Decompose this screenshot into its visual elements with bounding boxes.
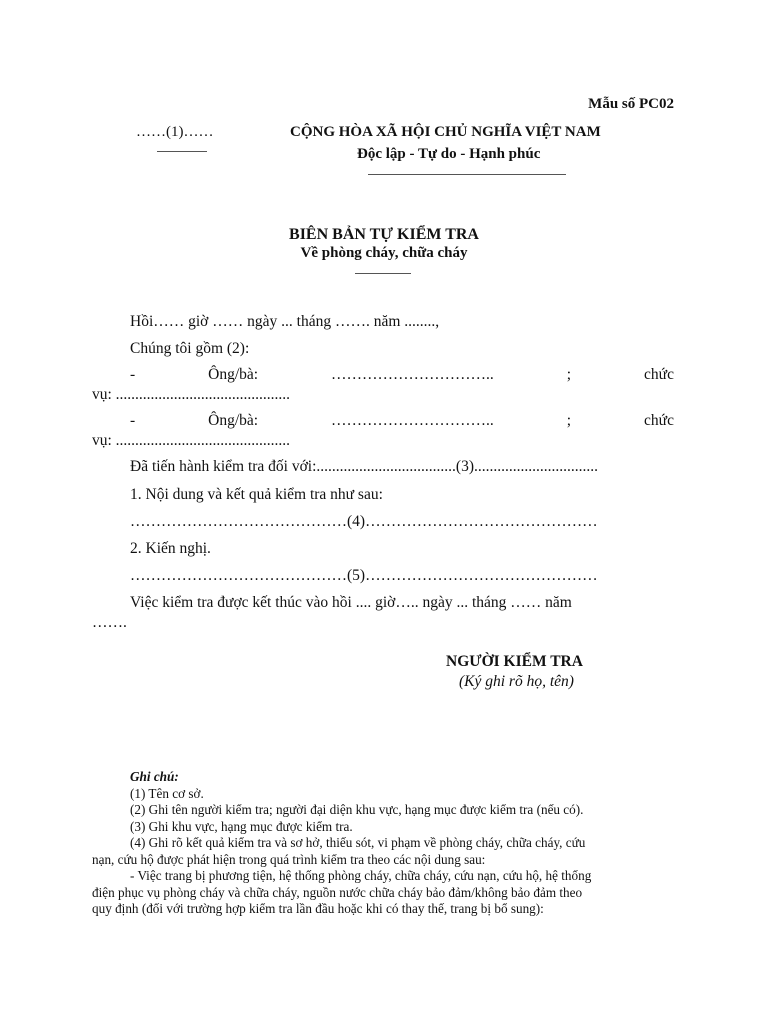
- national-title: CỘNG HÒA XÃ HỘI CHỦ NGHĨA VIỆT NAM: [290, 124, 601, 140]
- section-2-fill: ……………………………………(5)………………………………………: [130, 567, 598, 584]
- document-title: BIÊN BẢN TỰ KIỂM TRA: [289, 226, 479, 243]
- note-1: (1) Tên cơ sở.: [130, 785, 204, 801]
- member-semicolon: ;: [566, 366, 572, 383]
- member-label: Ông/bà:: [208, 366, 259, 383]
- note-4-line-1: (4) Ghi rõ kết quả kiểm tra và sơ hở, thiếu sót, vi phạm về phòng cháy, chữa cháy, cứu: [130, 835, 586, 850]
- member-name-blank: …………………………..: [331, 412, 494, 429]
- member-row-1: [92, 366, 674, 384]
- signer-note: (Ký ghi rõ họ, tên): [459, 673, 574, 690]
- end-time-line: Việc kiểm tra được kết thúc vào hồi .... giờ….. ngày ... tháng …… năm: [130, 594, 572, 611]
- section-1-title: 1. Nội dung và kết quả kiểm tra như sau:: [130, 486, 383, 503]
- member-position-line-2: vụ: .............................................: [92, 432, 291, 449]
- end-time-line-continued: …….: [92, 614, 127, 631]
- form-number: Mẫu số PC02: [588, 96, 674, 112]
- section-1-fill: ……………………………………(4)………………………………………: [130, 513, 598, 530]
- section-2-title: 2. Kiến nghị.: [130, 540, 211, 557]
- national-motto: Độc lập - Tự do - Hạnh phúc: [357, 146, 541, 162]
- document-subtitle: Về phòng cháy, chữa cháy: [300, 245, 468, 261]
- member-position-word: chức: [644, 366, 674, 383]
- time-line: Hồi…… giờ …… ngày ... tháng ……. năm ........,: [130, 313, 440, 330]
- note-3: (3) Ghi khu vực, hạng mục được kiểm tra.: [130, 818, 353, 834]
- note-4-item-1-line-2: điện phục vụ phòng cháy và chữa cháy, nguồn nước chữa cháy bảo đảm/không bảo đảm theo: [92, 884, 583, 900]
- note-4-item-1-line-3: quy định (đối với trường hợp kiểm tra lần đầu hoặc khi có thay thế, trang bị bổ sung):: [92, 901, 544, 916]
- signer-title: NGƯỜI KIỂM TRA: [446, 653, 583, 670]
- members-intro: Chúng tôi gồm (2):: [130, 340, 250, 357]
- member-dash: -: [130, 366, 136, 383]
- motto-underline: [368, 174, 566, 175]
- agency-underline: [157, 151, 207, 152]
- member-label: Ông/bà:: [208, 412, 259, 429]
- inspected-subject-line: Đã tiến hành kiểm tra đối với:....................................(3)................................: [130, 458, 598, 475]
- notes-heading: Ghi chú:: [130, 769, 179, 784]
- member-row-2: [92, 412, 674, 430]
- member-name-blank: …………………………..: [331, 366, 494, 383]
- notes-section: [92, 769, 674, 918]
- agency-name: ……(1)……: [136, 124, 214, 140]
- member-dash: -: [130, 412, 136, 429]
- member-position-word: chức: [644, 412, 674, 429]
- member-position-line-1: vụ: .............................................: [92, 386, 291, 403]
- note-4-item-1-line-1: - Việc trang bị phương tiện, hệ thống phòng cháy, chữa cháy, cứu nạn, cứu hộ, hệ thống: [130, 868, 592, 883]
- note-4-line-2: nạn, cứu hộ được phát hiện trong quá trình kiểm tra theo các nội dung sau:: [92, 851, 486, 867]
- title-underline: [355, 273, 411, 274]
- member-semicolon: ;: [566, 412, 572, 429]
- note-2: (2) Ghi tên người kiểm tra; người đại diện khu vực, hạng mục được kiểm tra (nếu có).: [130, 802, 584, 817]
